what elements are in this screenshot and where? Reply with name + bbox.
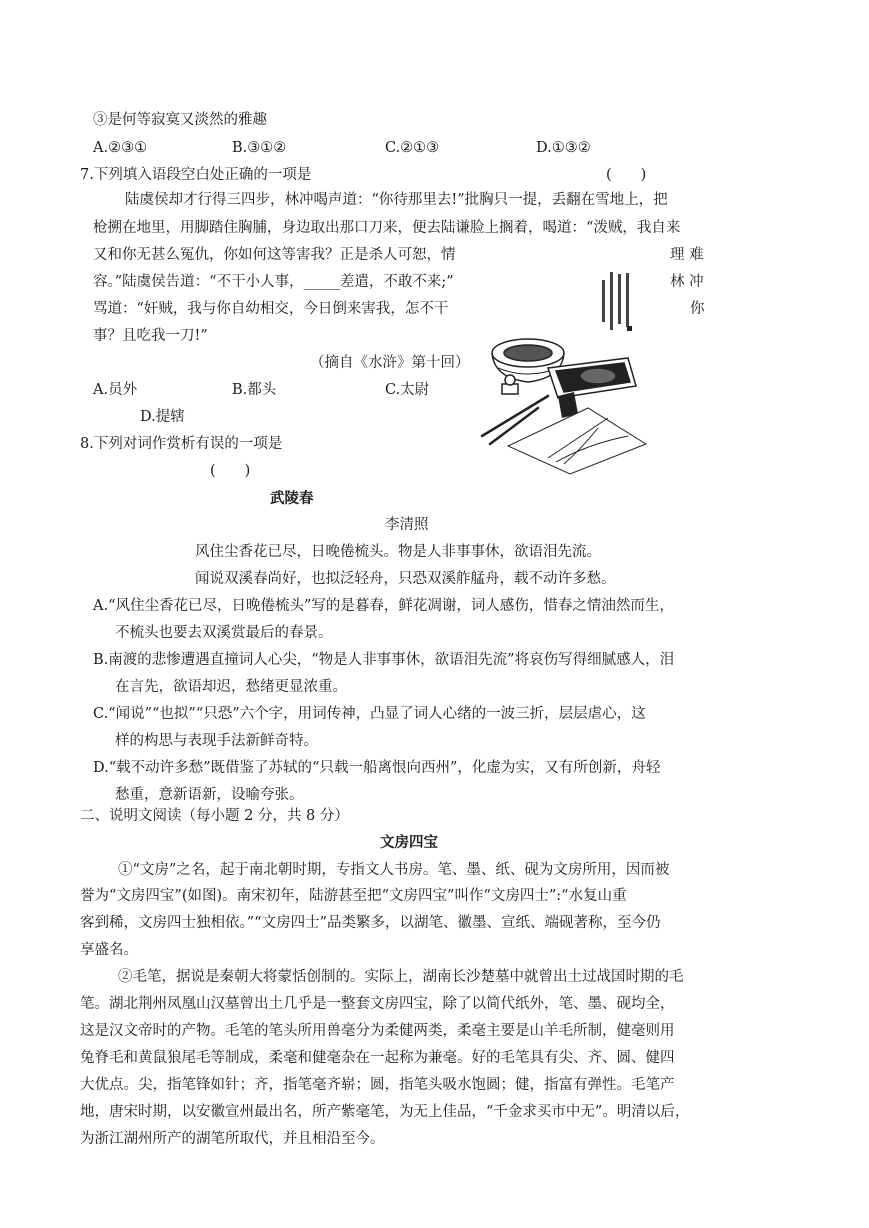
q7-option-d: D.提辖 — [140, 409, 185, 425]
section-2-heading: 二、说明文阅读（每小题 2 分，共 8 分） — [80, 808, 349, 824]
calligraphy-scroll — [602, 272, 632, 331]
q7-option-a: A.员外 — [93, 382, 138, 398]
q8-option-d-line-2: 愁重，意新语新，设喻夸张。 — [115, 787, 304, 803]
para-2-line-3: 这是汉文帝时的产物。毛笔的笔头所用兽毫分为柔健两类，柔毫主要是山羊毛所制，健毫则用 — [80, 1023, 675, 1039]
q7-passage-line-4-end: 林 冲 — [670, 274, 704, 290]
para-2-line-4: 兔脊毛和黄鼠狼尾毛等制成，柔毫和健毫杂在一起称为兼毫。好的毛笔具有尖、齐、圆、健四 — [80, 1050, 675, 1066]
q8-answer-paren: ( ) — [210, 463, 251, 479]
q8-option-c-line-1: C.“闻说”“也拟”“只恐”六个字，用词传神，凸显了词人心绪的一波三折，层层虐心，这 — [93, 706, 646, 722]
q8-stem: 8.下列对词作赏析有误的一项是 — [80, 436, 283, 452]
q7-stem: 7.下列填入语段空白处正确的一项是 — [80, 167, 312, 183]
q7-passage-line-1: 陆虞侯却才行得三四步，林冲喝声道：“你待那里去!”批胸只一提，丢翻在雪地上，把 — [125, 192, 668, 208]
paper-sheet — [508, 408, 646, 474]
q7-passage-line-3: 又和你无甚么冤仇，你如何这等害我？正是杀人可恕，情 — [93, 247, 456, 263]
q7-option-b: B.都头 — [232, 382, 277, 398]
q7-option-c: C.太尉 — [385, 382, 430, 398]
para-2-line-5: 大优点。尖，指笔锋如针；齐，指笔毫齐崭；圆，指笔头吸水饱圆；健，指富有弹性。毛笔产 — [80, 1077, 675, 1093]
q7-passage-line-2: 枪搠在地里，用脚踏住胸脯，身边取出那口刀来，便去陆谦脸上搁着，喝道：“泼贼，我自来 — [93, 220, 681, 236]
q6-option-b: B.③①② — [232, 140, 287, 156]
wenfang-sibao-illustration — [478, 268, 648, 476]
para-2-line-2: 笔。湖北荆州凤凰山汉墓曾出土几乎是一整套文房四宝，除了以简代纸外，笔、墨、砚均全， — [80, 996, 675, 1012]
poem-author: 李清照 — [385, 517, 429, 533]
q7-passage-line-6: 事？且吃我一刀!” — [93, 328, 208, 344]
para-1-line-3: 客到稀，文房四士独相依。”“文房四士”品类繁多，以湖笔、徽墨、宣纸、端砚著称，至今仍 — [80, 915, 661, 931]
poem-title: 武陵春 — [270, 491, 314, 507]
q7-passage-line-5: 骂道：“奸贼，我与你自幼相交，今日倒来害我，怎不干 — [93, 301, 449, 317]
q8-option-b-line-1: B.南渡的悲惨遭遇直撞词人心尖，“物是人非事事休，欲语泪先流”将哀伤写得细腻感人，泪 — [93, 652, 675, 668]
q8-option-a-line-1: A.“风住尘香花已尽，日晚倦梳头”写的是暮春，鲜花凋谢，词人感伤，惜春之情油然而生， — [93, 598, 674, 614]
q8-option-c-line-2: 样的构思与表现手法新鲜奇特。 — [115, 733, 318, 749]
q7-answer-paren: ( ) — [606, 167, 647, 183]
para-2-line-6: 地，唐宋时期，以安徽宣州最出名，所产紫毫笔，为无上佳品，“千金求买市中无”。明清以后， — [80, 1104, 690, 1120]
article-title: 文房四宝 — [380, 835, 438, 851]
q6-option-c: C.②①③ — [385, 140, 440, 156]
brush-rest — [502, 375, 518, 394]
q7-source: （摘自《水浒》第十回） — [310, 355, 470, 371]
para-2-line-7: 为浙江湖州所产的湖笔所取代，并且相沿至今。 — [80, 1131, 385, 1147]
para-2-line-1: ②毛笔，据说是秦朝大将蒙恬创制的。实际上，湖南长沙楚墓中就曾出土过战国时期的毛 — [118, 969, 684, 985]
para-1-line-2: 誉为“文房四宝”(如图)。南宋初年，陆游甚至把“文房四宝”叫作“文房四士”:“水复山重 — [80, 888, 627, 904]
q7-passage-line-4: 容。”陆虞侯告道：“不干小人事，_____差遣，不敢不来;” — [93, 274, 454, 290]
poem-line-2: 闻说双溪春尚好，也拟泛轻舟，只恐双溪舴艋舟，载不动许多愁。 — [195, 571, 616, 587]
poem-line-1: 风住尘香花已尽，日晚倦梳头。物是人非事事休，欲语泪先流。 — [195, 544, 601, 560]
para-1-line-4: 享盛名。 — [80, 942, 138, 958]
para-1-line-1: ①“文房”之名，起于南北朝时期，专指文人书房。笔、墨、纸、砚为文房所用，因而被 — [118, 862, 670, 878]
q8-option-d-line-1: D.“载不动许多愁”既借鉴了苏轼的“只载一船离恨向西州”，化虚为实，又有所创新，舟轻 — [93, 760, 661, 776]
q8-option-a-line-2: 不梳头也要去双溪赏最后的春景。 — [115, 625, 333, 641]
q7-passage-line-3-end: 理 难 — [670, 247, 704, 263]
q6-option-a: A.②③① — [93, 140, 148, 156]
q6-item-3: ③是何等寂寞又淡然的雅趣 — [93, 112, 267, 128]
q6-option-d: D.①③② — [536, 140, 591, 156]
q7-passage-line-5-end: 你 — [690, 301, 705, 317]
q8-option-b-line-2: 在言先，欲语却迟，愁绪更显浓重。 — [115, 679, 347, 695]
